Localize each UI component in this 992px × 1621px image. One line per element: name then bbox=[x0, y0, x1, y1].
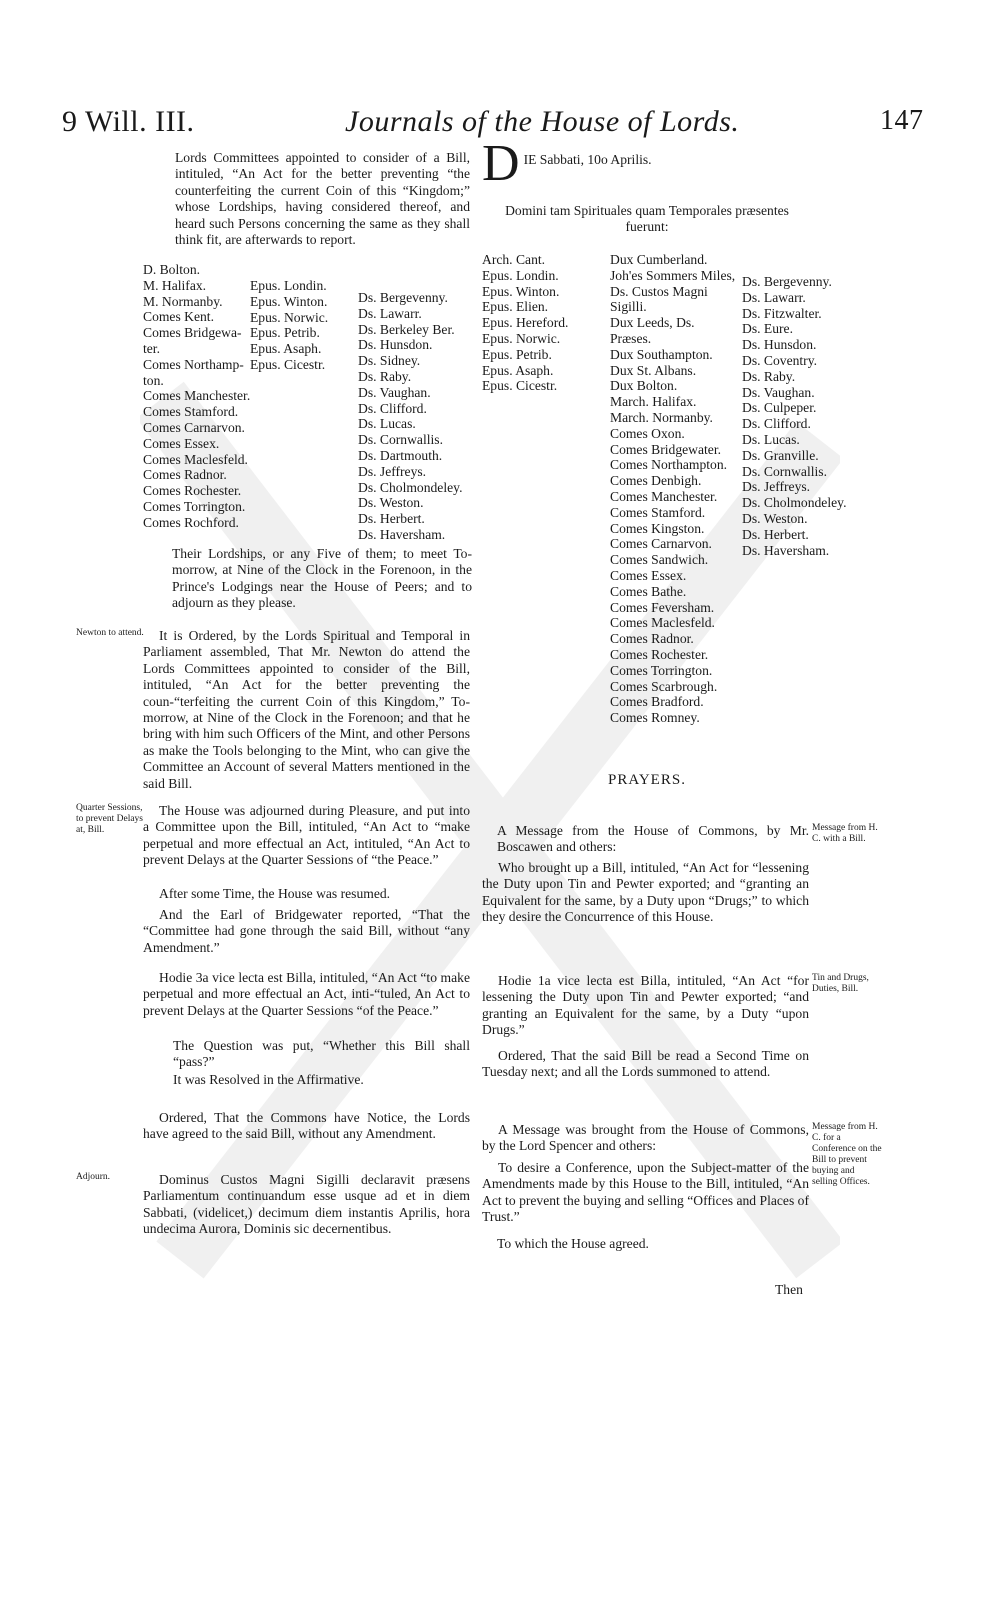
list-item: Comes Torrington. bbox=[143, 498, 246, 514]
list-item: Epus. Asaph. bbox=[482, 362, 554, 378]
list-item: Comes Stamford. bbox=[610, 504, 706, 520]
list-item: Epus. Norwic. bbox=[482, 330, 561, 346]
list-item: Ds. Berkeley Ber. bbox=[358, 321, 455, 337]
list-item: March. Normanby. bbox=[610, 409, 713, 425]
list-item: Comes Bradford. bbox=[610, 694, 704, 710]
list-item: Ds. Coventry. bbox=[742, 352, 818, 368]
list-item: Comes Denbigh. bbox=[610, 473, 702, 489]
list-item: Dux Southampton. bbox=[610, 346, 713, 362]
dropcap: D bbox=[482, 135, 520, 192]
list-item: Epus. Cicestr. bbox=[482, 378, 558, 394]
list-item: Comes Bridgewater. bbox=[610, 441, 721, 457]
list-item: Comes Rochford. bbox=[143, 514, 239, 530]
list-item: Ds. Clifford. bbox=[358, 400, 427, 416]
list-item: Epus. Winton. bbox=[250, 293, 328, 309]
resolved-affirmative: It was Resolved in the Affirmative. bbox=[173, 1072, 364, 1087]
committee-intro: Lords Committees appointed to consider of a Bill, intituled, “An Act for the better preventing “the counterfeiting the current Coin of this “Kingdom;” whose Lordships, having considered thereof, and heard such Persons concerning the same as they shall think fit, are afterwards to report. bbox=[175, 150, 470, 248]
list-item: Comes Manchester. bbox=[610, 488, 718, 504]
list-item: Ds. Jeffreys. bbox=[742, 479, 811, 495]
list-item: Epus. Petrib. bbox=[250, 325, 320, 341]
list-item: Comes Radnor. bbox=[143, 467, 227, 483]
margin-note-conference: Message from H. C. for a Conference on the Bill to prevent buying and selling Offices. bbox=[812, 1122, 882, 1187]
adjournment-text: Dominus Custos Magni Sigilli declaravit præsens Parliamentum continuandum esse usque ad et in diem Sabbati, (videlicet,) decimum diem instantis Aprilis, hora undecima Aurora, Dominis sic decernentibus. bbox=[143, 1172, 470, 1237]
list-item: Comes Bridgewa- bbox=[143, 325, 242, 341]
present-dukes-earls bbox=[610, 252, 735, 726]
list-item: Ds. Lawarr. bbox=[358, 305, 422, 321]
list-item: Epus. Hereford. bbox=[482, 315, 569, 331]
third-reading: Hodie 3a vice lecta est Billa, intituled, “An Act “to make perpetual and more effectual an Act, inti-“tuled, An Act to prevent Delays at the Quarter Sessions “of the Peace.” bbox=[143, 970, 470, 1018]
running-head-title: Journals of the House of Lords. bbox=[345, 105, 740, 138]
list-item: Epus. Cicestr. bbox=[250, 356, 326, 372]
tin-first-reading: Hodie 1a vice lecta est Billa, intituled, “An Act “for lessening the Duty upon Tin and Pewter exported; “and granting an Equivalent for the same, by a Duty “upon Drugs.” bbox=[482, 973, 809, 1038]
list-item: Præses. bbox=[610, 330, 652, 346]
list-item: Ds. Lucas. bbox=[742, 431, 800, 447]
margin-note-newton: Newton to attend. bbox=[76, 628, 144, 638]
list-item: March. Halifax. bbox=[610, 394, 697, 410]
list-item: Ds. Weston. bbox=[358, 495, 424, 511]
list-item: Dux St. Albans. bbox=[610, 362, 697, 378]
list-item: Ds. Dartmouth. bbox=[358, 447, 443, 463]
list-item: D. Bolton. bbox=[143, 262, 201, 277]
newton-order: It is Ordered, by the Lords Spiritual and Temporal in Parliament assembled, That Mr. Newton do attend the Lords Committees appointed to consider of the Bill, intituled, “An Act for the better preventing the coun-“terfeiting the current Coin of this Kingdom,” To-morrow, at Nine of the Clock in the Forenoon; and that he bring with him such Officers of the Mint, and other Persons as make the Tools belonging to the Mint, who can give the Committee an Account of several Matters mentioned in the said Bill. bbox=[143, 628, 470, 791]
sitting-date bbox=[482, 135, 812, 192]
question-put: The Question was put, “Whether this Bill shall “pass?” bbox=[173, 1038, 470, 1070]
list-item: Comes Scarbrough. bbox=[610, 678, 718, 694]
list-item: Ds. Bergevenny. bbox=[742, 274, 832, 289]
list-item: Ds. Cholmondeley. bbox=[358, 479, 463, 495]
present-heading: Domini tam Spirituales quam Temporales præsentes fuerunt: bbox=[505, 203, 789, 235]
list-item: Comes Sandwich. bbox=[610, 552, 709, 568]
list-item: Ds. Eure. bbox=[742, 321, 793, 337]
list-item: Epus. Norwic. bbox=[250, 309, 329, 325]
list-item: Comes Manchester. bbox=[143, 388, 251, 404]
committee-lords-bishops bbox=[250, 278, 328, 373]
list-item: Ds. Custos Magni bbox=[610, 283, 708, 299]
list-item: M. Normanby. bbox=[143, 293, 223, 309]
list-item: Comes Maclesfeld. bbox=[610, 615, 715, 631]
committee-lords-earls bbox=[143, 262, 250, 531]
list-item: Ds. Raby. bbox=[358, 368, 412, 384]
list-item: Ds. Clifford. bbox=[742, 416, 811, 432]
committee-lords-barons bbox=[358, 290, 462, 543]
list-item: Comes Essex. bbox=[143, 435, 220, 451]
list-item: Ds. Fitzwalter. bbox=[742, 305, 822, 321]
house-resumed: After some Time, the House was resumed. bbox=[159, 886, 391, 901]
margin-note-quarter-sessions: Quarter Sessions, to prevent Delays at, Bill. bbox=[76, 803, 144, 835]
list-item: Epus. Asaph. bbox=[250, 341, 322, 357]
list-item: Ds. Granville. bbox=[742, 447, 819, 463]
commons-notice-order: Ordered, That the Commons have Notice, the Lords have agreed to the said Bill, without any Amendment. bbox=[143, 1110, 470, 1142]
list-item: Ds. Culpeper. bbox=[742, 400, 817, 416]
list-item: ter. bbox=[143, 340, 160, 356]
sitting-date-text: IE Sabbati, 10o Aprilis. bbox=[523, 152, 652, 167]
margin-note-tin-drugs: Tin and Drugs, Duties, Bill. bbox=[812, 973, 869, 994]
list-item: Comes Northamp- bbox=[143, 356, 244, 372]
list-item: Ds. Haversham. bbox=[742, 542, 830, 558]
running-head-left: 9 Will. III. bbox=[62, 105, 195, 138]
list-item: Ds. Lawarr. bbox=[742, 289, 806, 305]
list-item: Epus. Winton. bbox=[482, 283, 560, 299]
list-item: Comes Bathe. bbox=[610, 583, 687, 599]
commons-message-spencer: A Message was brought from the House of Commons, by the Lord Spencer and others: bbox=[482, 1122, 809, 1154]
margin-note-adjourn: Adjourn. bbox=[76, 1172, 111, 1182]
list-item: Epus. Petrib. bbox=[482, 346, 552, 362]
committee-meeting: Their Lordships, or any Five of them; to meet To-morrow, at Nine of the Clock in the Forenoon, in the Prince's Lodgings near the House of Peers; and to adjourn as they please. bbox=[172, 546, 472, 611]
list-item: Joh'es Sommers Miles, bbox=[610, 267, 736, 283]
list-item: ton. bbox=[143, 372, 164, 388]
list-item: Ds. Cholmondeley. bbox=[742, 495, 847, 511]
list-item: Ds. Raby. bbox=[742, 368, 796, 384]
list-item: Ds. Bergevenny. bbox=[358, 290, 448, 305]
list-item: Ds. Cornwallis. bbox=[358, 432, 443, 448]
list-item: Sigilli. bbox=[610, 299, 647, 315]
list-item: Ds. Vaughan. bbox=[358, 384, 431, 400]
present-bishops bbox=[482, 252, 568, 394]
list-item: Ds. Herbert. bbox=[358, 511, 425, 527]
list-item: Comes Kingston. bbox=[610, 520, 705, 536]
list-item: Ds. Sidney. bbox=[358, 353, 421, 369]
list-item: Comes Kent. bbox=[143, 309, 214, 325]
list-item: Comes Rochester. bbox=[143, 483, 242, 499]
list-item: Ds. Lucas. bbox=[358, 416, 416, 432]
list-item: Ds. Cornwallis. bbox=[742, 463, 827, 479]
conference-request: To desire a Conference, upon the Subject-matter of the Amendments made by this House to the Bill, intituled, “An Act to prevent the buying and selling “Offices and Places of Trust.” bbox=[482, 1160, 809, 1225]
list-item: Ds. Vaughan. bbox=[742, 384, 815, 400]
list-item: Epus. Elien. bbox=[482, 299, 549, 315]
house-agreed: To which the House agreed. bbox=[497, 1236, 649, 1251]
present-barons bbox=[742, 274, 846, 558]
commons-message-boscawen: A Message from the House of Commons, by Mr. Boscawen and others: bbox=[497, 823, 809, 855]
list-item: Dux Cumberland. bbox=[610, 252, 708, 267]
list-item: Ds. Jeffreys. bbox=[358, 463, 427, 479]
tin-pewter-bill-brought: Who brought up a Bill, intituled, “An Act for “lessening the Duty upon Tin and Pewter exported; and “granting an Equivalent for the same, by a Duty upon “Drugs;” to which they desire the Concurrence of this House. bbox=[482, 860, 809, 925]
list-item: Ds. Hunsdon. bbox=[358, 337, 433, 353]
catchword: Then bbox=[775, 1282, 803, 1297]
list-item: Comes Oxon. bbox=[610, 425, 685, 441]
list-item: Ds. Weston. bbox=[742, 510, 808, 526]
list-item: Comes Carnarvon. bbox=[610, 536, 712, 552]
second-reading-order: Ordered, That the said Bill be read a Second Time on Tuesday next; and all the Lords summoned to attend. bbox=[482, 1048, 809, 1080]
quarter-sessions-committee: The House was adjourned during Pleasure, and put into a Committee upon the Bill, intituled, “An Act to “make perpetual and more effectual an Act, intituled, “An Act to prevent Delays at the Quarter Sessions of “the Peace.” bbox=[143, 803, 470, 868]
list-item: Comes Essex. bbox=[610, 567, 687, 583]
list-item: M. Halifax. bbox=[143, 277, 207, 293]
list-item: Comes Stamford. bbox=[143, 404, 239, 420]
list-item: Comes Torrington. bbox=[610, 662, 713, 678]
list-item: Comes Rochester. bbox=[610, 646, 709, 662]
bridgewater-report: And the Earl of Bridgewater reported, “That the “Committee had gone through the said Bill, without “any Amendment.” bbox=[143, 907, 470, 955]
list-item: Dux Leeds, Ds. bbox=[610, 315, 695, 331]
list-item: Comes Romney. bbox=[610, 710, 700, 726]
list-item: Comes Feversham. bbox=[610, 599, 715, 615]
list-item: Comes Radnor. bbox=[610, 631, 694, 647]
list-item: Comes Maclesfeld. bbox=[143, 451, 248, 467]
list-item: Comes Northampton. bbox=[610, 457, 728, 473]
list-item: Ds. Haversham. bbox=[358, 526, 446, 542]
list-item: Epus. Londin. bbox=[482, 267, 559, 283]
list-item: Ds. Hunsdon. bbox=[742, 337, 817, 353]
page-number: 147 bbox=[880, 105, 924, 136]
list-item: Dux Bolton. bbox=[610, 378, 678, 394]
list-item: Comes Carnarvon. bbox=[143, 419, 245, 435]
list-item: Ds. Herbert. bbox=[742, 526, 809, 542]
margin-note-message-bill: Message from H. C. with a Bill. bbox=[812, 823, 878, 844]
prayers-heading: PRAYERS. bbox=[608, 772, 686, 788]
list-item: Epus. Londin. bbox=[250, 278, 327, 293]
list-item: Arch. Cant. bbox=[482, 252, 546, 267]
